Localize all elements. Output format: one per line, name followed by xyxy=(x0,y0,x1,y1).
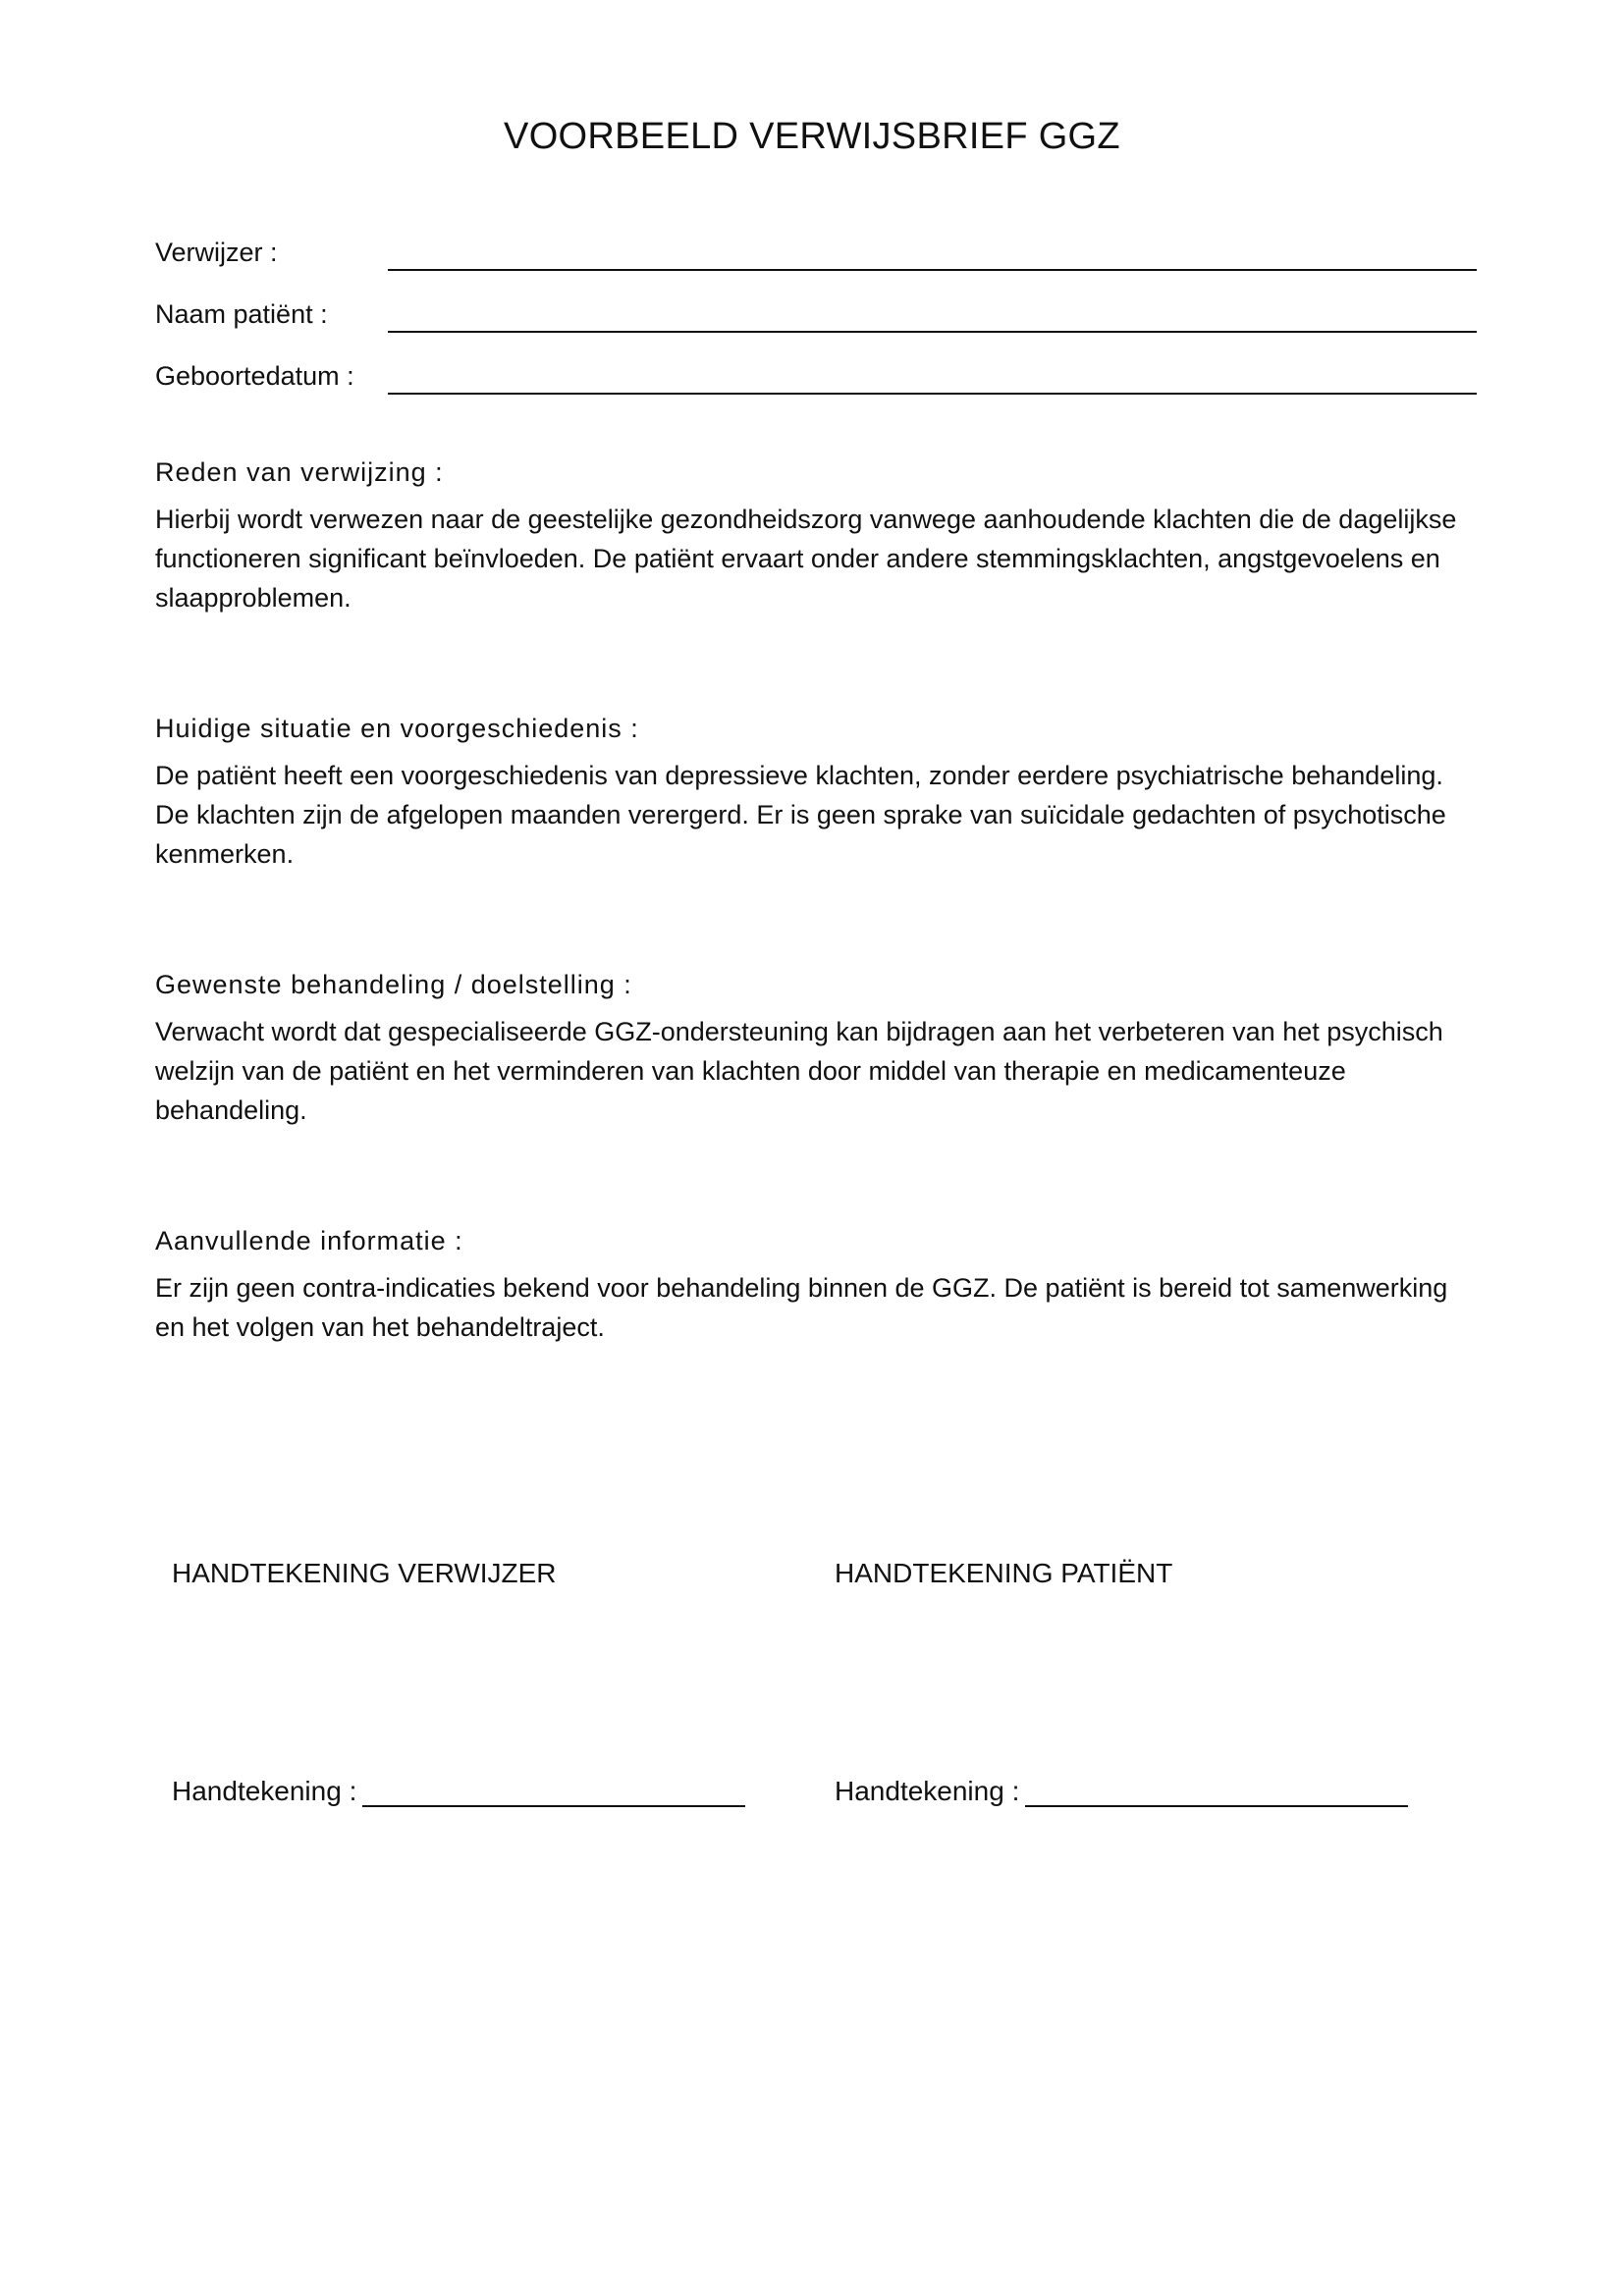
section-body: Hierbij wordt verwezen naar de geestelijke gezondheidszorg vanwege aanhoudende klachten die de dagelijkse functioneren significant beïnvloeden. De patiënt ervaart onder andere stemmingsklachten, angstgevoelens en slaapproblemen. xyxy=(155,505,1457,613)
section-body: Er zijn geen contra-indicaties bekend voor behandeling binnen de GGZ. De patiënt is bereid tot samenwerking en het volgen van het behandeltraject. xyxy=(155,1273,1448,1342)
field-label-naam-patient: Naam patiënt : xyxy=(155,299,328,329)
signature-title-patient: HANDTEKENING PATIËNT xyxy=(835,1558,1173,1588)
field-naam-patient xyxy=(155,299,1477,339)
field-geboortedatum xyxy=(155,361,1477,400)
field-input-line-naam-patient[interactable] xyxy=(388,331,1477,333)
section-aanvullende-informatie xyxy=(155,1226,1477,1347)
section-body: De patiënt heeft een voorgeschiedenis van depressieve klachten, zonder eerdere psychiatrische behandeling. De klachten zijn de afgelopen maanden verergerd. Er is geen sprake van suïcidale gedachten of psychotische kenmerken. xyxy=(155,761,1446,869)
signature-row-patient xyxy=(835,1776,1408,1807)
section-body: Verwacht wordt dat gespecialiseerde GGZ-ondersteuning kan bijdragen aan het verbeteren van het psychisch welzijn van de patiënt en het verminderen van klachten door middel van therapie en medicamenteuze behandeling. xyxy=(155,1017,1443,1125)
signature-label-patient: Handtekening : xyxy=(835,1776,1020,1806)
signature-line-verwijzer[interactable] xyxy=(362,1778,745,1807)
signature-block-verwijzer xyxy=(172,1558,761,1806)
signature-row-verwijzer xyxy=(172,1776,745,1807)
field-input-line-geboortedatum[interactable] xyxy=(388,393,1477,395)
signature-block-patient xyxy=(835,1558,1424,1806)
section-gewenste-behandeling xyxy=(155,970,1477,1130)
document-title: VOORBEELD VERWIJSBRIEF GGZ xyxy=(504,116,1120,157)
section-reden-verwijzing xyxy=(155,457,1477,617)
signature-line-patient[interactable] xyxy=(1025,1778,1408,1807)
section-heading: Gewenste behandeling / doelstelling : xyxy=(155,970,632,999)
section-heading: Huidige situatie en voorgeschiedenis : xyxy=(155,714,639,743)
field-verwijzer xyxy=(155,238,1477,277)
section-heading: Aanvullende informatie : xyxy=(155,1226,463,1255)
section-huidige-situatie xyxy=(155,714,1477,874)
signature-label-verwijzer: Handtekening : xyxy=(172,1776,357,1806)
signature-title-verwijzer: HANDTEKENING VERWIJZER xyxy=(172,1558,557,1588)
field-label-verwijzer: Verwijzer : xyxy=(155,238,278,267)
section-heading: Reden van verwijzing : xyxy=(155,457,444,487)
field-label-geboortedatum: Geboortedatum : xyxy=(155,361,354,391)
field-input-line-verwijzer[interactable] xyxy=(388,269,1477,271)
